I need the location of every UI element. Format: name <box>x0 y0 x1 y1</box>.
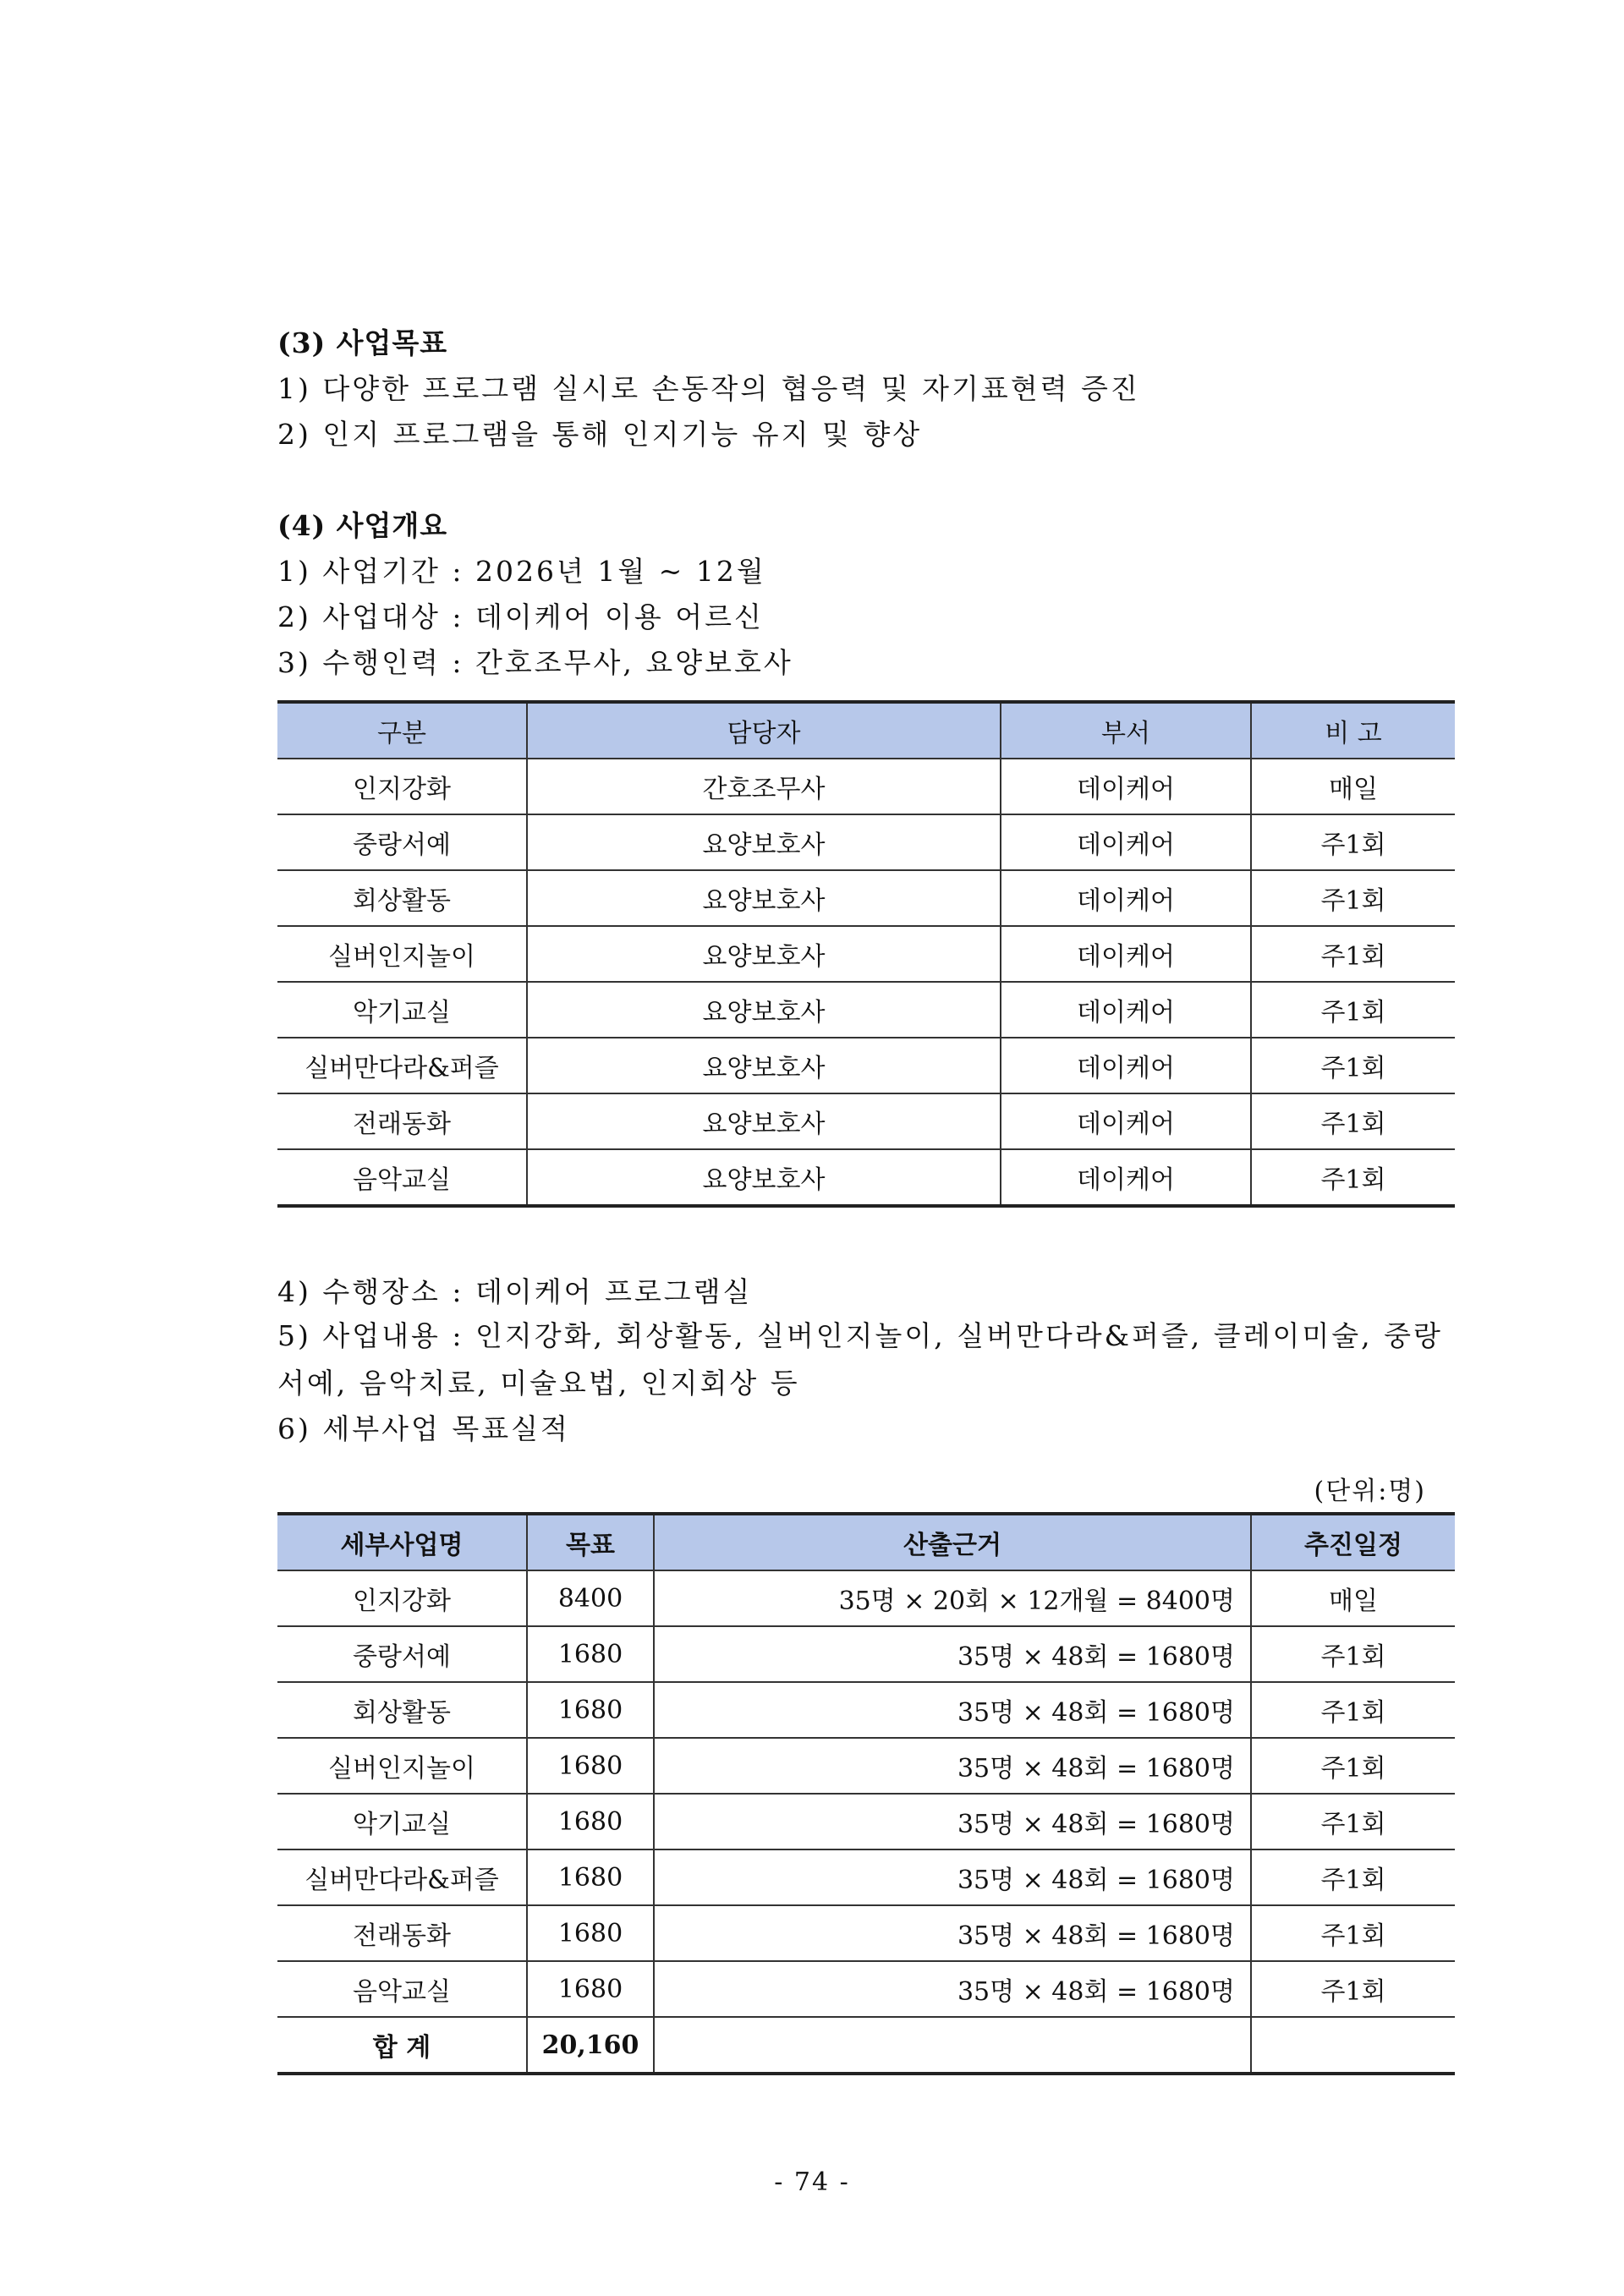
col-header-schedule: 추진일정 <box>1251 1514 1455 1570</box>
table-row <box>277 814 1455 870</box>
cell-department: 데이케어 <box>1001 1038 1251 1093</box>
cell-staff: 요양보호사 <box>527 1149 1001 1206</box>
cell-department: 데이케어 <box>1001 1149 1251 1206</box>
cell-program: 회상활동 <box>277 1682 527 1738</box>
section-4-item-3: 3) 수행인력 : 간호조무사, 요양보호사 <box>277 646 793 679</box>
cell-schedule: 주1회 <box>1251 1794 1455 1849</box>
cell-department: 데이케어 <box>1001 814 1251 870</box>
total-target: 20,160 <box>527 2017 654 2074</box>
cell-program: 중랑서예 <box>277 1626 527 1682</box>
cell-schedule: 주1회 <box>1251 1626 1455 1682</box>
cell-category: 인지강화 <box>277 759 527 814</box>
cell-basis: 35명 × 48회 = 1680명 <box>654 1626 1251 1682</box>
table-row <box>277 1038 1455 1093</box>
cell-department: 데이케어 <box>1001 982 1251 1038</box>
cell-staff: 요양보호사 <box>527 1093 1001 1149</box>
table-row <box>277 1961 1455 2017</box>
cell-staff: 요양보호사 <box>527 1038 1001 1093</box>
staff-table <box>277 700 1455 1208</box>
cell-program: 전래동화 <box>277 1905 527 1961</box>
cell-basis: 35명 × 20회 × 12개월 = 8400명 <box>654 1570 1251 1626</box>
table-header-row <box>277 702 1455 759</box>
cell-target: 1680 <box>527 1794 654 1849</box>
cell-program: 인지강화 <box>277 1570 527 1626</box>
total-schedule <box>1251 2017 1455 2074</box>
col-header-category: 구분 <box>277 702 527 759</box>
cell-target: 1680 <box>527 1682 654 1738</box>
cell-note: 주1회 <box>1251 1149 1455 1206</box>
section-4-title: (4) 사업개요 <box>277 509 448 542</box>
cell-basis: 35명 × 48회 = 1680명 <box>654 1682 1251 1738</box>
col-header-staff: 담당자 <box>527 702 1001 759</box>
cell-target: 1680 <box>527 1961 654 2017</box>
cell-category: 음악교실 <box>277 1149 527 1206</box>
table-row <box>277 1682 1455 1738</box>
cell-category: 회상활동 <box>277 870 527 926</box>
cell-basis: 35명 × 48회 = 1680명 <box>654 1794 1251 1849</box>
cell-basis: 35명 × 48회 = 1680명 <box>654 1961 1251 2017</box>
cell-note: 주1회 <box>1251 1038 1455 1093</box>
section-3-item-1: 1) 다양한 프로그램 실시로 손동작의 협응력 및 자기표현력 증진 <box>277 372 1140 405</box>
table-row <box>277 1849 1455 1905</box>
cell-staff: 요양보호사 <box>527 814 1001 870</box>
cell-department: 데이케어 <box>1001 926 1251 982</box>
cell-schedule: 주1회 <box>1251 1738 1455 1794</box>
target-table <box>277 1512 1455 2075</box>
table-row <box>277 982 1455 1038</box>
cell-schedule: 주1회 <box>1251 1905 1455 1961</box>
cell-target: 1680 <box>527 1738 654 1794</box>
page-number: - 74 - <box>774 2167 850 2197</box>
cell-program: 실버인지놀이 <box>277 1738 527 1794</box>
cell-program: 음악교실 <box>277 1961 527 2017</box>
total-basis <box>654 2017 1251 2074</box>
cell-schedule: 주1회 <box>1251 1849 1455 1905</box>
cell-department: 데이케어 <box>1001 1093 1251 1149</box>
cell-schedule: 주1회 <box>1251 1682 1455 1738</box>
cell-target: 1680 <box>527 1849 654 1905</box>
table-row <box>277 1093 1455 1149</box>
section-4-item-5: 5) 사업내용 : 인지강화, 회상활동, 실버인지놀이, 실버만다라&퍼즐, 클레이미술, 중랑서예, 음악치료, 미술요법, 인지회상 등 <box>277 1319 1443 1400</box>
cell-program: 실버만다라&퍼즐 <box>277 1849 527 1905</box>
unit-label: (단위:명) <box>1314 1477 1426 1506</box>
cell-basis: 35명 × 48회 = 1680명 <box>654 1738 1251 1794</box>
table-row <box>277 759 1455 814</box>
cell-note: 주1회 <box>1251 982 1455 1038</box>
table-row <box>277 870 1455 926</box>
cell-department: 데이케어 <box>1001 759 1251 814</box>
total-label: 합 계 <box>277 2017 527 2074</box>
cell-note: 주1회 <box>1251 1093 1455 1149</box>
cell-schedule: 매일 <box>1251 1570 1455 1626</box>
cell-category: 실버만다라&퍼즐 <box>277 1038 527 1093</box>
section-4-item-4: 4) 수행장소 : 데이케어 프로그램실 <box>277 1275 753 1308</box>
table-row <box>277 1570 1455 1626</box>
cell-note: 주1회 <box>1251 814 1455 870</box>
section-3-item-2: 2) 인지 프로그램을 통해 인지기능 유지 및 향상 <box>277 418 923 451</box>
cell-note: 주1회 <box>1251 870 1455 926</box>
cell-staff: 간호조무사 <box>527 759 1001 814</box>
cell-target: 1680 <box>527 1905 654 1961</box>
table-row <box>277 926 1455 982</box>
table-row <box>277 1794 1455 1849</box>
section-4-item-1: 1) 사업기간 : 2026년 1월 ~ 12월 <box>277 555 766 588</box>
table-header-row <box>277 1514 1455 1570</box>
section-3-title: (3) 사업목표 <box>277 326 448 359</box>
col-header-basis: 산출근거 <box>654 1514 1251 1570</box>
cell-category: 전래동화 <box>277 1093 527 1149</box>
cell-note: 매일 <box>1251 759 1455 814</box>
cell-department: 데이케어 <box>1001 870 1251 926</box>
section-4-item-6: 6) 세부사업 목표실적 <box>277 1412 570 1445</box>
cell-basis: 35명 × 48회 = 1680명 <box>654 1849 1251 1905</box>
col-header-note: 비 고 <box>1251 702 1455 759</box>
table-row <box>277 1738 1455 1794</box>
col-header-department: 부서 <box>1001 702 1251 759</box>
cell-program: 악기교실 <box>277 1794 527 1849</box>
cell-note: 주1회 <box>1251 926 1455 982</box>
cell-schedule: 주1회 <box>1251 1961 1455 2017</box>
cell-target: 1680 <box>527 1626 654 1682</box>
table-row <box>277 1626 1455 1682</box>
table-row <box>277 1905 1455 1961</box>
cell-basis: 35명 × 48회 = 1680명 <box>654 1905 1251 1961</box>
table-total-row <box>277 2017 1455 2074</box>
cell-staff: 요양보호사 <box>527 926 1001 982</box>
table-row <box>277 1149 1455 1206</box>
col-header-program: 세부사업명 <box>277 1514 527 1570</box>
cell-category: 실버인지놀이 <box>277 926 527 982</box>
cell-category: 중랑서예 <box>277 814 527 870</box>
col-header-target: 목표 <box>527 1514 654 1570</box>
cell-staff: 요양보호사 <box>527 870 1001 926</box>
cell-category: 악기교실 <box>277 982 527 1038</box>
cell-staff: 요양보호사 <box>527 982 1001 1038</box>
section-4-item-2: 2) 사업대상 : 데이케어 이용 어르신 <box>277 600 764 633</box>
cell-target: 8400 <box>527 1570 654 1626</box>
